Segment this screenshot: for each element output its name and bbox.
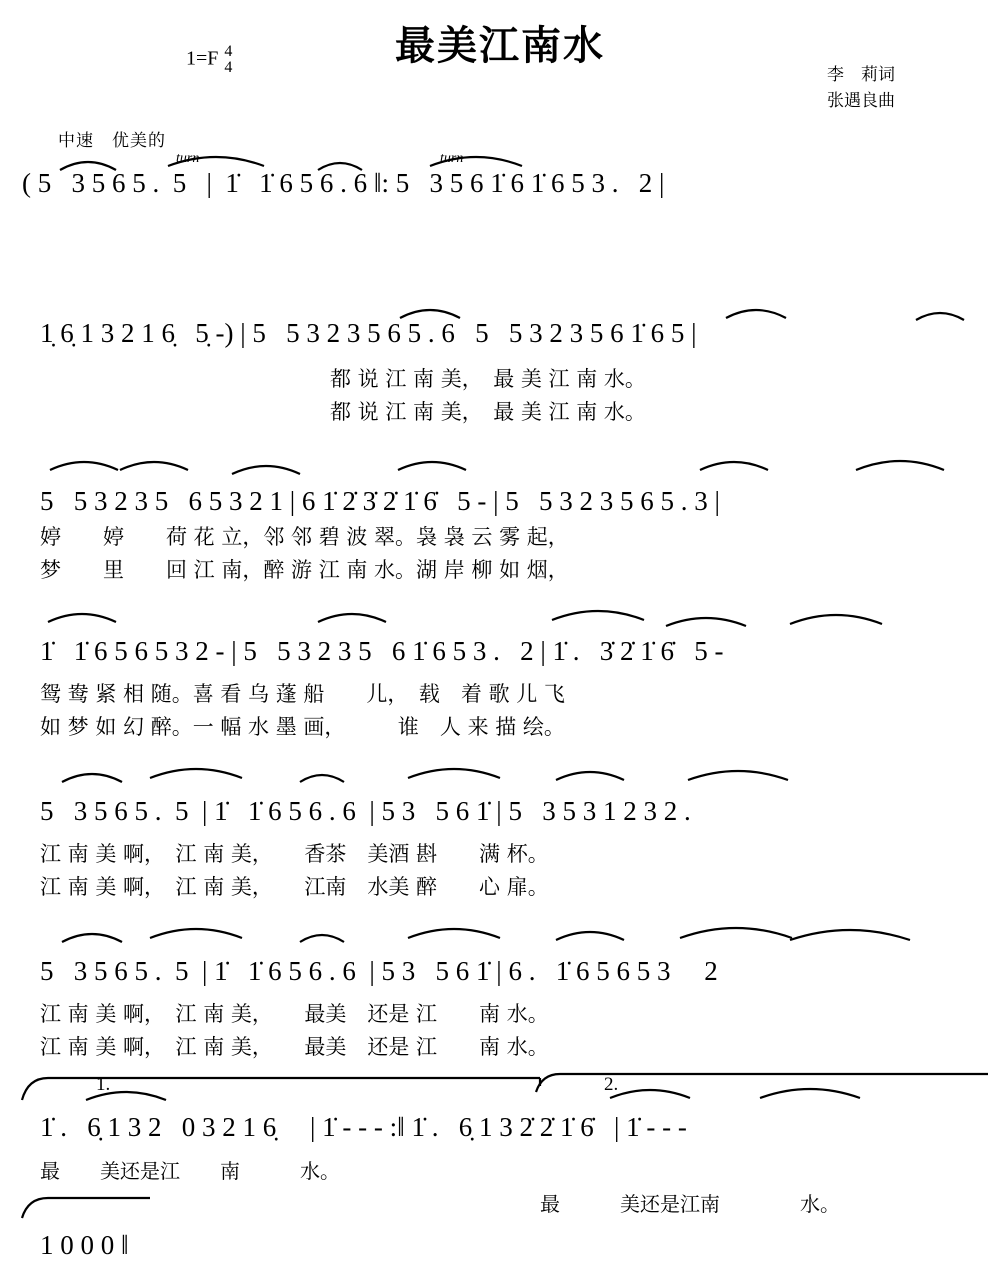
system-5-lyrics-verse2: 江 南 美 啊， 江 南 美， 江南 水美 醉 心 扉。 <box>40 875 549 899</box>
system-8-notes: 1 0 0 0 ‖ <box>40 1230 129 1260</box>
ornament-turn-label-1: turn <box>176 151 200 166</box>
lyricist: 李 莉词 <box>827 65 895 85</box>
slur <box>916 313 964 320</box>
system-7-lyrics-verse2: 最 美还是江南 水。 <box>540 1192 840 1216</box>
slur <box>726 310 786 318</box>
slur <box>150 929 242 938</box>
slur <box>120 462 188 470</box>
slur <box>400 310 460 318</box>
tempo-marking: 中速 优美的 <box>58 131 166 151</box>
slur <box>760 1089 860 1098</box>
slur <box>680 928 792 938</box>
system-2-lyrics-verse2: 都 说 江 南 美， 最 美 江 南 水。 <box>330 400 646 424</box>
slur <box>62 934 122 942</box>
slur <box>48 614 116 622</box>
slur <box>408 769 500 778</box>
composer: 张遇良曲 <box>827 91 895 112</box>
slur <box>300 775 344 782</box>
slur <box>232 466 300 474</box>
slur <box>556 932 624 940</box>
ornament-turn-label-2: turn <box>440 151 464 166</box>
system-3-lyrics-verse1: 婷 婷 荷 花 立，邻 邻 碧 波 翠。袅 袅 云 雾 起， <box>40 525 569 549</box>
slur <box>430 157 522 166</box>
key-signature-text: 1=F <box>186 47 219 70</box>
system-3-notes: 5 5 3 2 3 5 6 5 3 2 1 | 6 1̇ 2̇ 3̇ 2̇ 1̇ 6̇ 5 - | 5 5 3 2 3 5 6 5 . 3 | <box>40 486 720 516</box>
final-bracket <box>22 1198 150 1218</box>
slur <box>790 615 882 624</box>
slur <box>610 1090 690 1098</box>
slur <box>50 462 118 470</box>
time-signature-denominator: 4 <box>224 59 233 76</box>
system-3-lyrics-verse2: 梦 里 回 江 南，醉 游 江 南 水。湖 岸 柳 如 烟， <box>40 558 569 582</box>
ending-2-label: 2. <box>604 1074 619 1095</box>
slur <box>552 611 644 620</box>
slur <box>150 769 242 778</box>
slur <box>666 618 746 626</box>
system-5-notes: 5 3 5 6 5 . 5 | 1̇ 1̇ 6 5 6 . 6 | 5 3 5 6 1̇ | 5 3 5 3 1 2 3 2 . <box>40 796 691 826</box>
system-6-lyrics-verse1: 江 南 美 啊， 江 南 美， 最美 还是 江 南 水。 <box>40 1002 549 1026</box>
slur <box>168 157 264 166</box>
slur <box>408 929 500 938</box>
time-signature-numerator: 4 <box>224 43 233 60</box>
page-title: 最美江南水 <box>395 23 605 69</box>
system-5-lyrics-verse1: 江 南 美 啊， 江 南 美， 香茶 美酒 斟 满 杯。 <box>40 842 549 866</box>
slur <box>300 935 344 942</box>
system-4-lyrics-verse1: 鸳 鸯 紧 相 随。喜 看 乌 蓬 船 儿， 载 着 歌 儿 飞 <box>40 682 565 706</box>
ending-1-label: 1. <box>96 1074 111 1095</box>
credits <box>827 62 895 115</box>
slur <box>62 774 122 782</box>
system-1-notes: ( 5 3 5 6 5 . 5 | 1̇ 1̇ 6 5 6 . 6 ‖: 5 3 5 6 1̇ 6 1̇ 6 5 3 . 2 | <box>22 168 665 198</box>
slur <box>790 930 910 940</box>
system-7-notes: 1̇ . 6̣ 1 3 2 0 3 2 1 6̣ | 1̇ - - - :‖ 1̇ . 6̣ 1 3 2̇ 2̇ 1̇ 6̇ | 1̇ - - - <box>40 1112 687 1142</box>
slur <box>856 461 944 470</box>
system-4-lyrics-verse2: 如 梦 如 幻 醉。一 幅 水 墨 画， 谁 人 来 描 绘。 <box>40 715 565 739</box>
system-2-lyrics-verse1: 都 说 江 南 美， 最 美 江 南 水。 <box>330 367 646 391</box>
system-6-lyrics-verse2: 江 南 美 啊， 江 南 美， 最美 还是 江 南 水。 <box>40 1035 549 1059</box>
slur <box>688 771 788 780</box>
key-signature <box>186 44 232 76</box>
system-2-notes: 1̣ 6̣ 1 3 2 1 6̣ 5̣ -) | 5 5 3 2 3 5 6 5 . 6 5 5 3 2 3 5 6 1̇ 6 5 | <box>40 318 697 348</box>
system-4-notes: 1̇ 1̇ 6 5 6 5 3 2 - | 5 5 3 2 3 5 6 1̇ 6 5 3 . 2 | 1̇ . 3̇ 2̇ 1̇ 6̇ 5 - <box>40 636 724 666</box>
system-7-lyrics-verse1: 最 美还是江 南 水。 <box>40 1159 340 1183</box>
slur <box>700 462 768 470</box>
slur <box>556 772 624 780</box>
slur <box>318 614 386 622</box>
system-6-notes: 5 3 5 6 5 . 5 | 1̇ 1̇ 6 5 6 . 6 | 5 3 5 6 1̇ | 6 . 1̇ 6 5 6 5 3 2 <box>40 956 718 986</box>
slur <box>398 462 466 470</box>
time-signature <box>224 44 232 76</box>
